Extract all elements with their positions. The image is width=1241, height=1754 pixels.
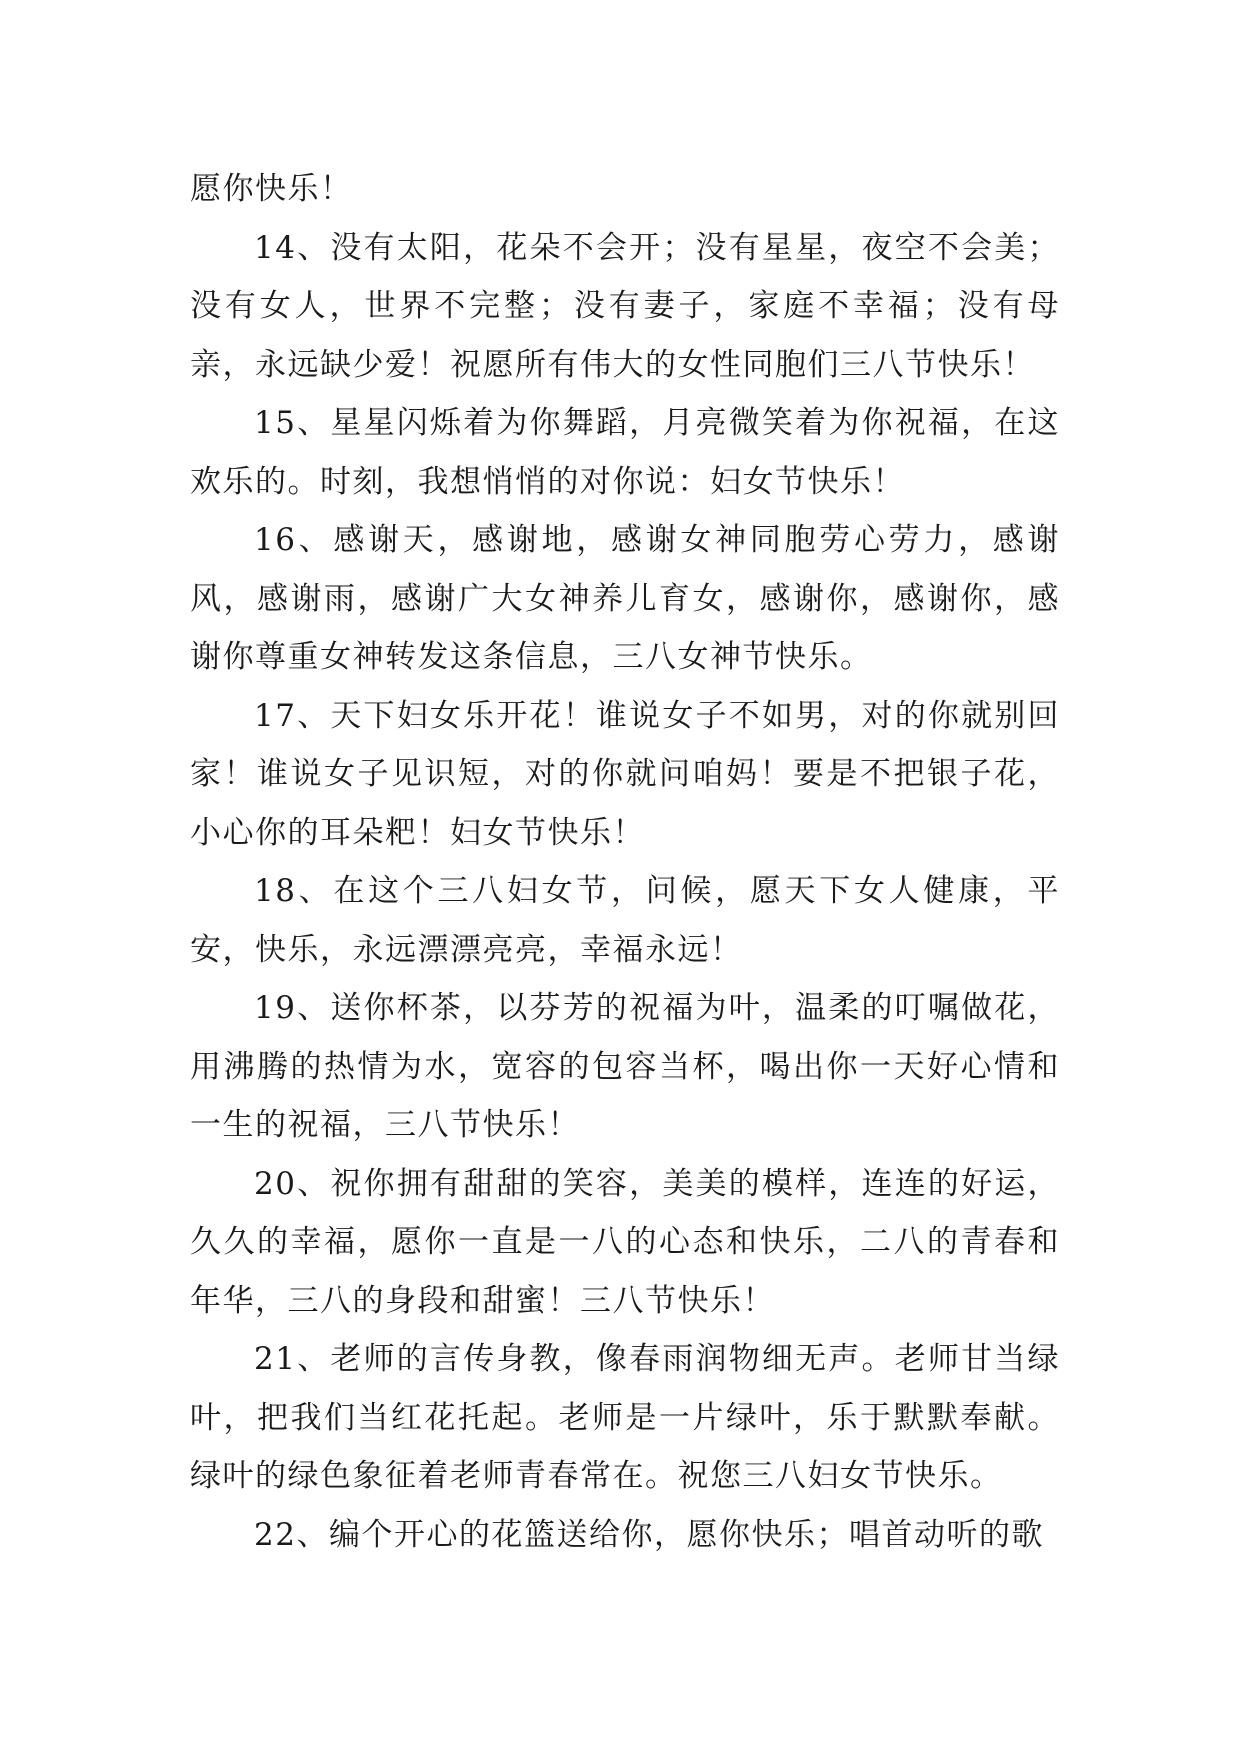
document-body [190,160,1060,1564]
paragraph-continued: 愿你快乐！ [190,171,353,207]
paragraph-17: 17、天下妇女乐开花！谁说女子不如男，对的你就别回家！谁说女子见识短，对的你就问咱妈！要是不把银子花，小心你的耳朵粑！妇女节快乐！ [190,697,1060,851]
paragraph-19: 19、送你杯茶，以芬芳的祝福为叶，温柔的叮嘱做花，用沸腾的热情为水，宽容的包容当杯，喝出你一天好心情和一生的祝福，三八节快乐！ [190,990,1060,1143]
paragraph-14: 14、没有太阳，花朵不会开；没有星星，夜空不会美；没有女人，世界不完整；没有妻子，家庭不幸福；没有母亲，永远缺少爱！祝愿所有伟大的女性同胞们三八节快乐！ [190,229,1060,383]
paragraph-18: 18、在这个三八妇女节，问候，愿天下女人健康，平安，快乐，永远漂漂亮亮，幸福永远！ [190,873,1060,968]
paragraph-15: 15、星星闪烁着为你舞蹈，月亮微笑着为你祝福，在这欢乐的。时刻，我想悄悄的对你说：妇女节快乐！ [190,405,1060,500]
paragraph-21: 21、老师的言传身教，像春雨润物细无声。老师甘当绿叶，把我们当红花托起。老师是一片绿叶，乐于默默奉献。绿叶的绿色象征着老师青春常在。祝您三八妇女节快乐。 [190,1341,1060,1494]
paragraph-20: 20、祝你拥有甜甜的笑容，美美的模样，连连的好运，久久的幸福，愿你一直是一八的心态和快乐，二八的青春和年华，三八的身段和甜蜜！三八节快乐！ [190,1165,1060,1319]
paragraph-16: 16、感谢天，感谢地，感谢女神同胞劳心劳力，感谢风，感谢雨，感谢广大女神养儿育女，感谢你，感谢你，感谢你尊重女神转发这条信息，三八女神节快乐。 [190,522,1060,675]
paragraph-22: 22、编个开心的花篮送给你，愿你快乐；唱首动听的歌 [254,1516,1044,1553]
